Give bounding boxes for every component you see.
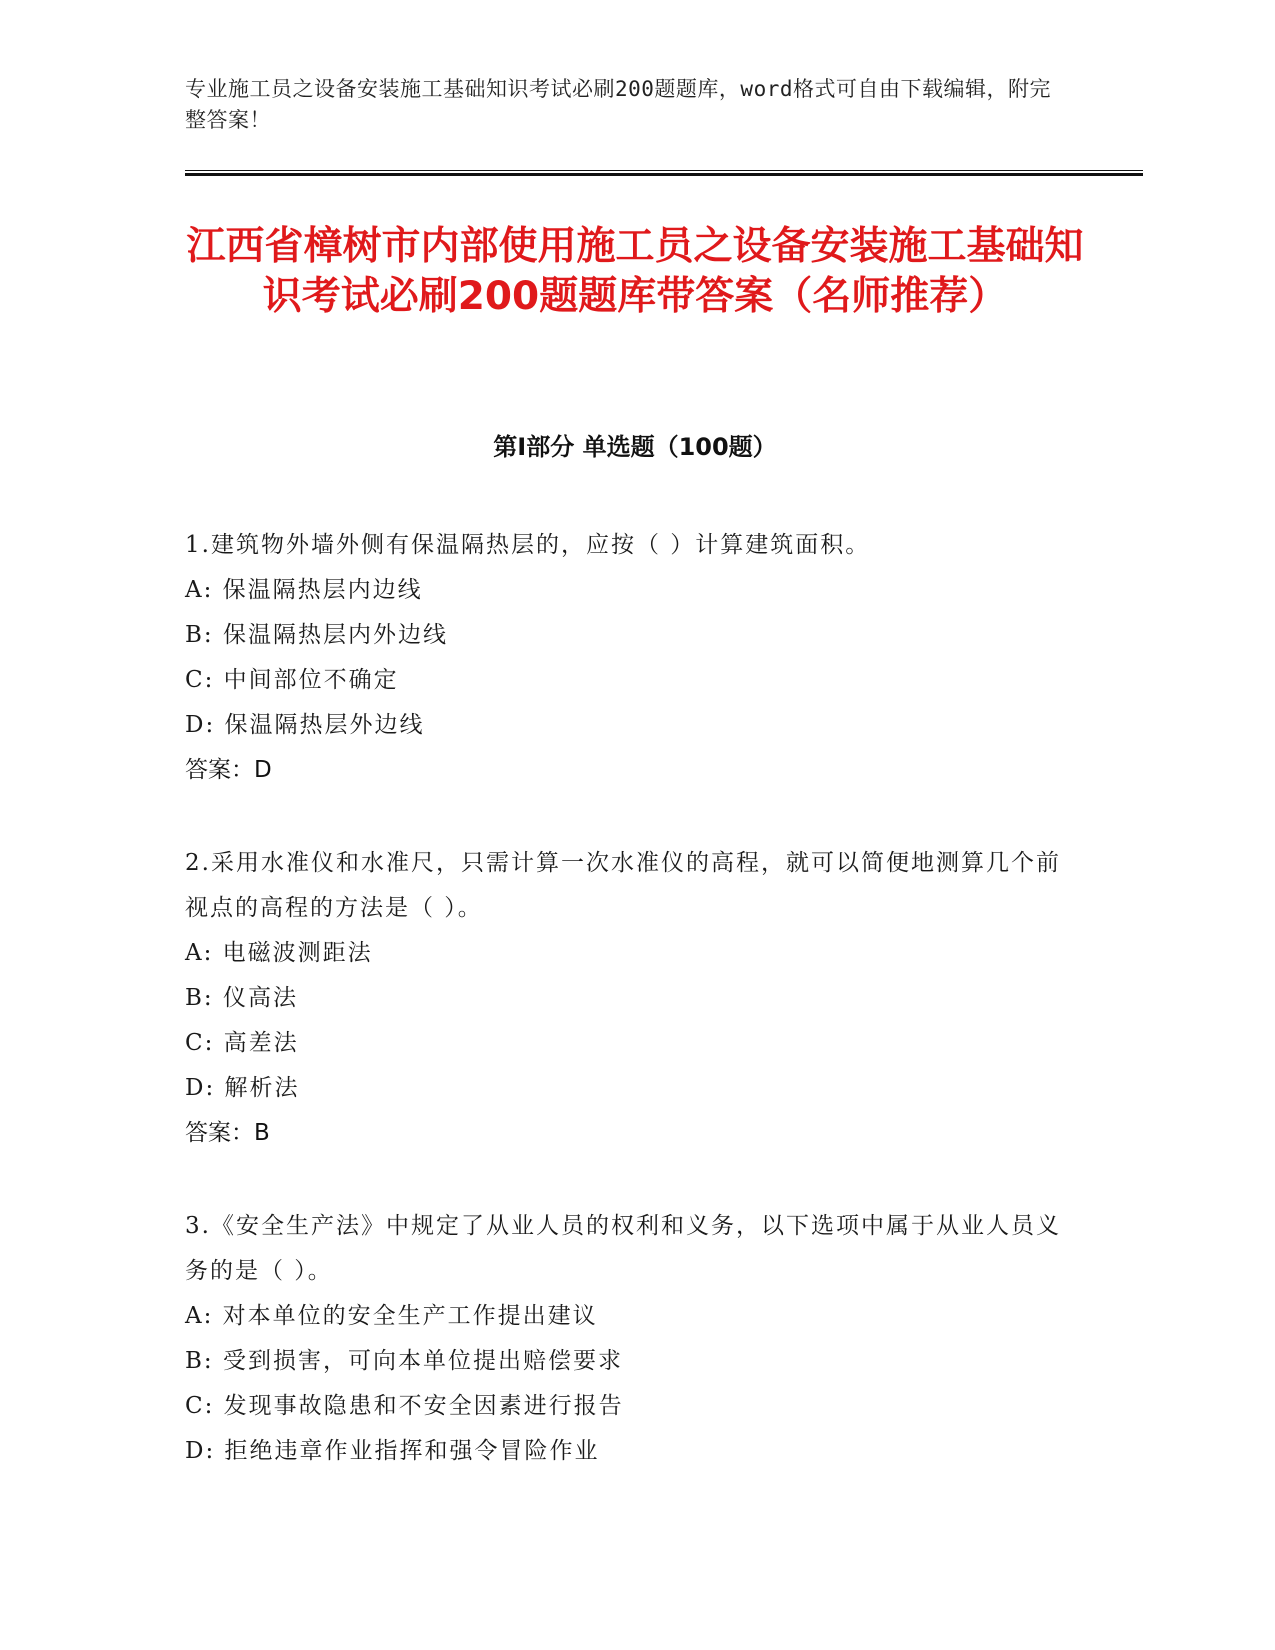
- question-stem: 2.采用水准仪和水准尺，只需计算一次水准仪的高程，就可以简便地测算几个前视点的高程的方法是（ ）。: [185, 850, 1061, 921]
- question-item: [185, 523, 1065, 793]
- question-option: B: 受到损害，可向本单位提出赔偿要求: [185, 1348, 623, 1374]
- question-option: A: 对本单位的安全生产工作提出建议: [185, 1303, 598, 1329]
- question-option: C: 高差法: [185, 1030, 299, 1056]
- question-option: B: 保温隔热层内外边线: [185, 622, 448, 648]
- question-answer: 答案：B: [185, 1120, 270, 1146]
- question-option: C: 发现事故隐患和不安全因素进行报告: [185, 1393, 624, 1419]
- section-title: 第I部分 单选题（100题）: [493, 433, 777, 461]
- question-stem: 3.《安全生产法》中规定了从业人员的权利和义务，以下选项中属于从业人员义务的是（ ）。: [185, 1213, 1061, 1284]
- document-title: 江西省樟树市内部使用施工员之设备安装施工基础知识考试必刷200题题库带答案（名师推荐）: [186, 224, 1084, 319]
- question-option: A: 电磁波测距法: [185, 940, 373, 966]
- header-divider-thick: [185, 173, 1143, 176]
- question-option: A: 保温隔热层内边线: [185, 577, 423, 603]
- question-option: D: 解析法: [185, 1075, 300, 1101]
- question-option: B: 仪高法: [185, 985, 298, 1011]
- question-item: [185, 1204, 1065, 1474]
- question-list: [185, 523, 1065, 1522]
- header-divider-thin: [185, 170, 1143, 171]
- question-option: C: 中间部位不确定: [185, 667, 399, 693]
- header-note: 专业施工员之设备安装施工基础知识考试必刷200题题库，word格式可自由下载编辑，附完整答案！: [185, 77, 1051, 132]
- question-option: D: 拒绝违章作业指挥和强令冒险作业: [185, 1438, 600, 1464]
- question-item: [185, 841, 1065, 1156]
- question-option: D: 保温隔热层外边线: [185, 712, 425, 738]
- question-stem: 1.建筑物外墙外侧有保温隔热层的，应按（ ）计算建筑面积。: [185, 532, 871, 558]
- question-answer: 答案：D: [185, 757, 272, 783]
